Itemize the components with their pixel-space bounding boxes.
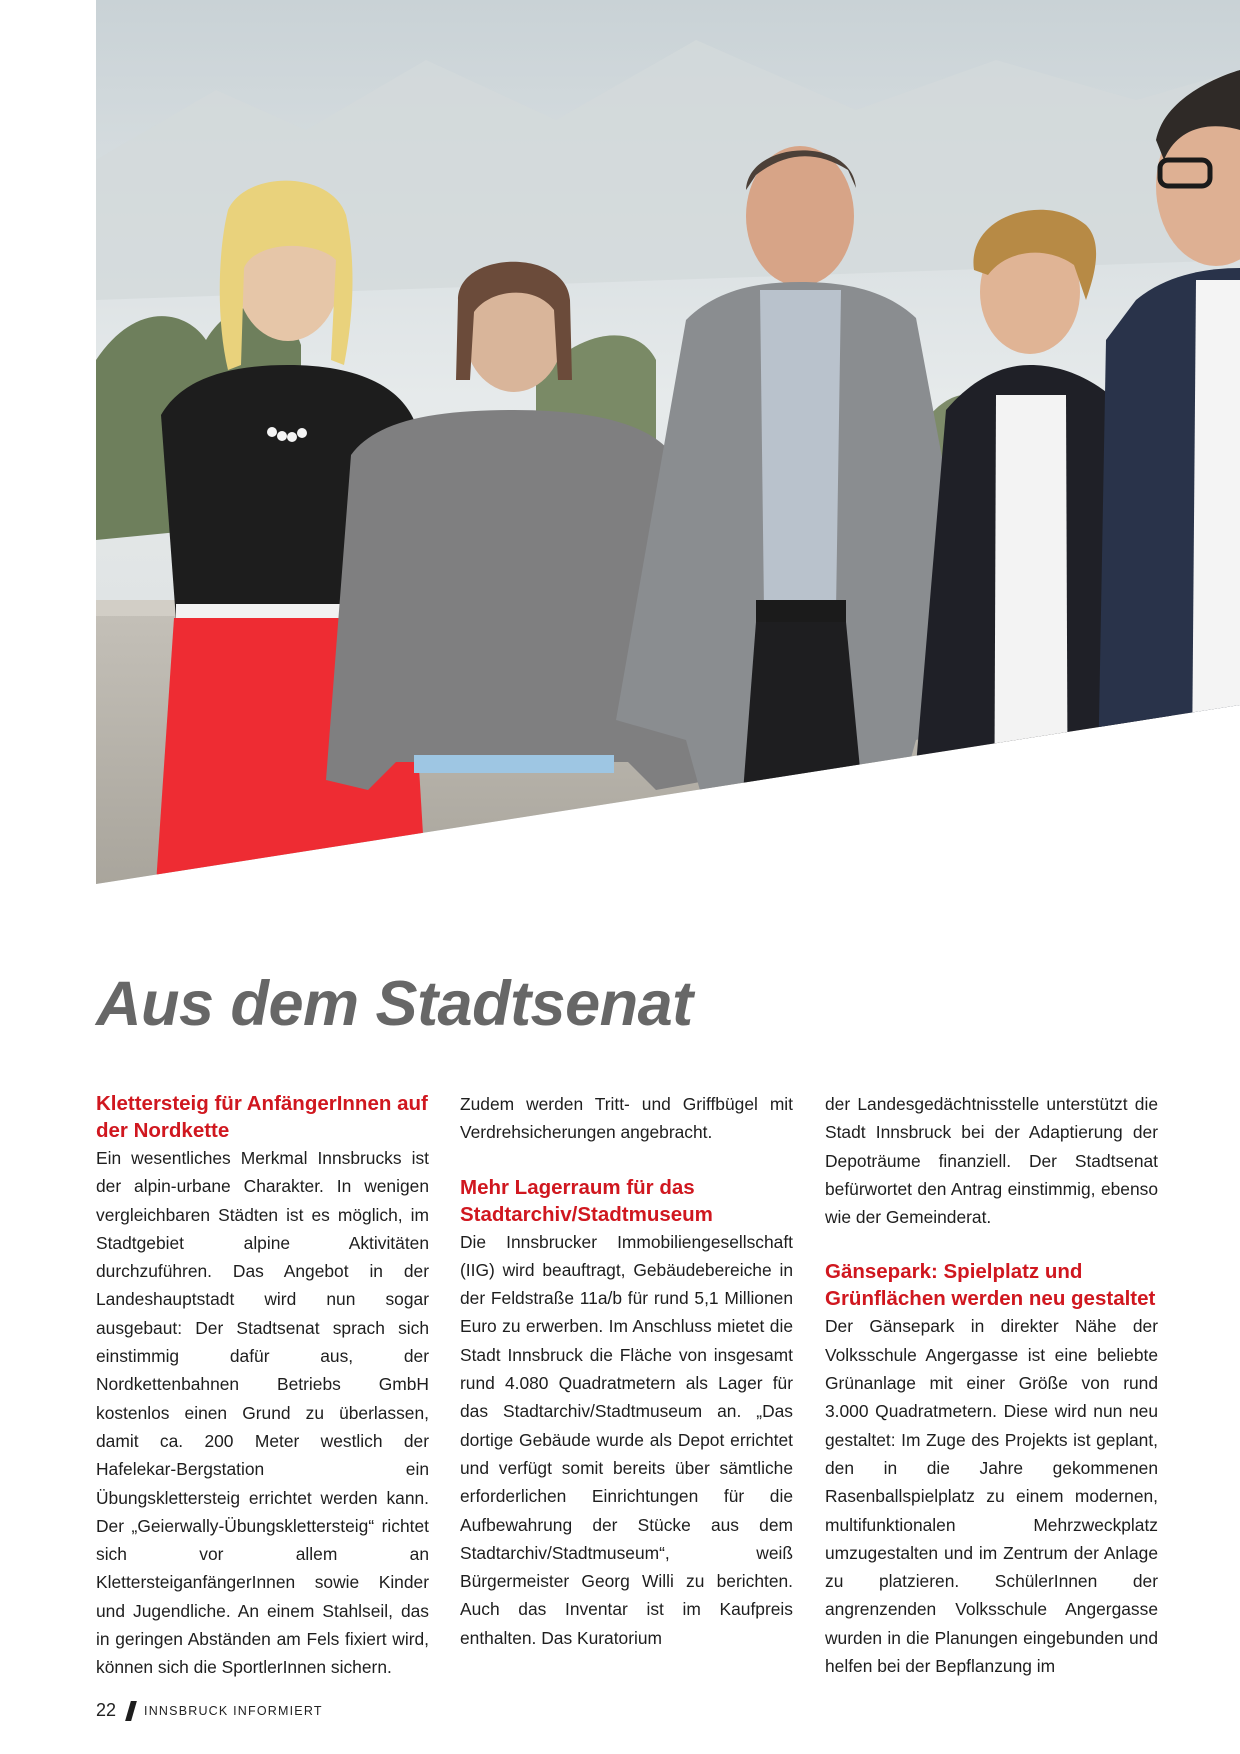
article-heading-lagerraum: Mehr Lagerraum für das Stadtarchiv/Stadtmuseum <box>460 1175 713 1226</box>
article-text-klettersteig: Ein wesentliches Merkmal Innsbrucks ist der alpin-urbane Charakter. In wenigen vergleichbaren Städten ist es möglich, im Stadtgebiet alpine Aktivitäten durchzuführen. Das Angebot in der Landeshauptstadt wird nun sogar ausgebaut: Der Stadtsenat sprach sich einstimmig dafür aus, der Nordkettenbahnen Betriebs GmbH kostenlos einen Grund zu überlassen, damit ca. 200 Meter westlich der Hafelekar-Bergstation ein Übungsklettersteig errichtet werden kann. Der „Geierwally-Übungsklettersteig“ richtet sich vor allem an KlettersteiganfängerInnen sowie Kinder und Jugendliche. An einem Stahlseil, das in geringen Abständen am Fels fixiert wird, können sich die SportlerInnen sichern. <box>96 1148 429 1678</box>
article-text-gaensepark: Der Gänsepark in direkter Nähe der Volksschule Angergasse ist eine beliebte Grünanlage mit einer Größe von rund 3.000 Quadratmetern. Diese wird nun neu gestaltet: Im Zuge des Projekts ist geplant, den in die Jahre gekommenen Rasenballspielplatz zu einem modernen, multifunktionalen Mehrzweckplatz umzugestalten und im Zentrum der Anlage zu platzieren. SchülerInnen der angrenzenden Volksschule Angergasse wurden in die Planungen eingebunden und helfen bei der Bepflanzung im <box>825 1316 1158 1677</box>
article-text-lagerraum: Die Innsbrucker Immobiliengesellschaft (IIG) wird beauftragt, Gebäudebereiche in der Feldstraße 11a/b für rund 5,1 Millionen Euro zu erwerben. Im Anschluss mietet die Stadt Innsbruck die Fläche von insgesamt rund 4.080 Quadratmetern als Lager für das Stadtarchiv/Stadtmuseum an. „Das dortige Gebäude wurde als Depot errichtet und verfügt somit bereits über sämtliche erforderlichen Einrichtungen für die Aufbewahrung der Stücke aus dem Stadtarchiv/Stadtmuseum“, weiß Bürgermeister Georg Willi zu berichten. Auch das Inventar ist im Kaufpreis enthalten. Das Kuratorium <box>460 1231 793 1648</box>
article-heading-klettersteig: Klettersteig für AnfängerInnen auf der Nordkette <box>96 1092 428 1142</box>
publication-name: INNSBRUCK INFORMIERT <box>144 1703 323 1718</box>
footer-divider <box>125 1701 137 1721</box>
article-text-lagerraum-continued: der Landesgedächtnisstelle unterstützt die Stadt Innsbruck bei der Adaptierung der Depoträume finanziell. Der Stadtsenat befürwortet den Antrag einstimmig, ebenso wie der Gemeinderat. <box>825 1094 1158 1228</box>
page-number: 22 <box>96 1700 117 1720</box>
article-heading-gaensepark: Gänsepark: Spielplatz und Grünflächen werden neu gestaltet <box>825 1260 1156 1311</box>
article-column-1 <box>96 1090 429 1678</box>
header-photo <box>96 0 1240 884</box>
article-text-klettersteig-continued: Zudem werden Tritt- und Griffbügel mit Verdrehsicherungen angebracht. <box>460 1094 793 1143</box>
page-title: Aus dem Stadtsenat <box>96 969 693 1039</box>
article-column-3 <box>825 1090 1158 1677</box>
page-footer <box>96 1700 323 1721</box>
article-column-2 <box>460 1090 793 1650</box>
